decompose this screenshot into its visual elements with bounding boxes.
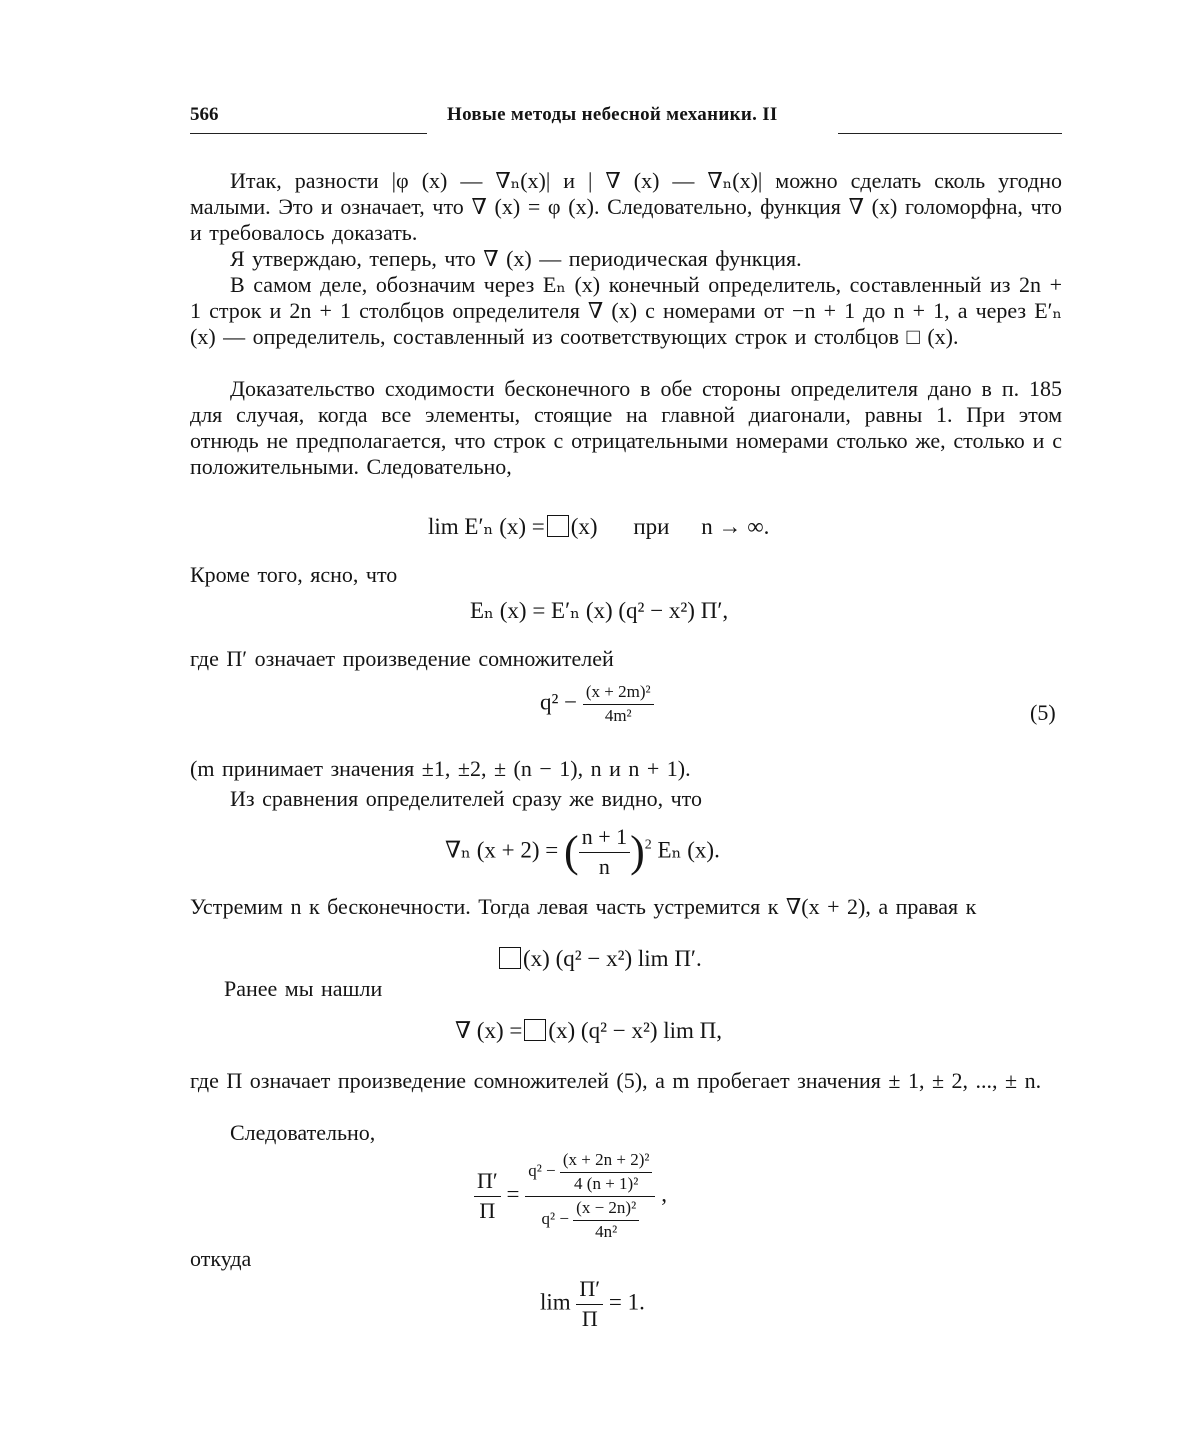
equation-shift [445,824,720,880]
paragraph-therefore: Следовательно, [230,1120,376,1145]
equation-en: Eₙ (x) = E′ₙ (x) (q² − x²) Π′, [470,598,729,623]
eq7-top-denominator: 4 (n + 1)² [574,1174,639,1193]
eq7-bot-numerator: (x − 2n)² [573,1198,639,1221]
eq4-exponent: 2 [644,837,652,853]
eq1-lim: lim E′ₙ (x) = [428,514,545,539]
eq1-rest: (x) [570,514,598,539]
eq8-lim: lim [540,1289,571,1315]
paragraph-convergence: Доказательство сходимости бесконечного в обе стороны определителя дано в п. 185 для случая, когда все элементы, стоящие на главной диагонали, равны 1. При этом отнюдь не предполагается, что строк с отрицательными номерами столько же, столько и с положительными. Следовательно, [190,376,1062,479]
right-paren: ) [630,827,645,876]
eq1-when: при [633,514,670,539]
paragraph-differences: Итак, разности |φ (x) — ∇ₙ(x)| и | ∇ (x) — ∇ₙ(x)| можно сделать сколь угодно малыми. Это и означает, что ∇ (x) = φ (x). Следовательно, функция ∇ (x) голоморфна, что и требовалось доказать. [190,168,1062,245]
paragraph-besides: Кроме того, ясно, что [190,562,398,587]
eq7-bot-denominator: 4n² [595,1222,618,1241]
eq4-lead: ∇ₙ (x + 2) = [445,837,559,863]
eq6-lead: ∇ (x) = [455,1018,523,1043]
eq5-text: (x) (q² − x²) lim Π′. [523,946,702,971]
eq7-top-lead: q² − [528,1160,556,1180]
paragraph-whence: откуда [190,1246,252,1271]
equation-number-5: (5) [1030,700,1056,725]
eq8-tail: = 1. [608,1289,645,1315]
eq7-top-fraction [560,1150,653,1194]
eq4-denominator: n [598,854,610,879]
eq7-lhs-numerator: Π′ [474,1168,501,1197]
eq8-numerator: Π′ [576,1276,603,1305]
eq7-top-numerator: (x + 2n + 2)² [560,1150,653,1173]
eq7-rhs-fraction [525,1150,655,1242]
equation-right-limit [497,946,702,972]
page-number: 566 [190,104,219,125]
equation-limit [428,514,769,540]
eq7-lhs-denominator: Π [479,1198,496,1223]
box-symbol [524,1019,546,1041]
paragraph-earlier: Ранее мы нашли [224,976,383,1001]
eq3-lead: q² − [540,689,578,715]
page-header [190,100,1062,140]
eq4-fraction [579,824,630,880]
box-symbol [499,947,521,969]
paragraph-pi: где Π означает произведение сомножителей (5), а m пробегает значения ± 1, ± 2, ..., ± n. [190,1068,1042,1093]
eq7-bot-lead: q² − [541,1208,569,1228]
left-paren: ( [564,827,579,876]
eq8-denominator: Π [581,1306,598,1331]
header-rule-left [190,133,427,134]
eq7-lhs-fraction [474,1168,501,1224]
eq3-numerator: (x + 2m)² [583,682,654,705]
equation-ratio [474,1150,667,1242]
eq4-numerator: n + 1 [579,824,630,853]
eq7-comma: , [661,1181,667,1207]
paragraph-product: где Π′ означает произведение сомножителей [190,646,614,671]
paragraph-claim: Я утверждаю, теперь, что ∇ (x) — периодическая функция. [230,246,802,271]
eq7-rhs-denominator [525,1197,655,1242]
eq7-rhs-numerator [525,1150,655,1197]
header-rule-right [838,133,1062,134]
equals-sign: = [506,1181,520,1207]
equation-factor [540,682,654,726]
equation-final-limit [540,1276,645,1332]
eq4-tail: Eₙ (x). [657,837,720,863]
eq3-fraction [583,682,654,726]
equation-earlier [455,1018,722,1044]
eq8-fraction [576,1276,603,1332]
eq1-cond: n → ∞. [701,514,770,539]
eq3-denominator: 4m² [604,706,632,725]
running-title: Новые методы небесной механики. II [447,104,778,125]
paragraph-comparison: Из сравнения определителей сразу же видно, что [230,786,703,811]
eq7-bot-fraction [573,1198,639,1242]
paragraph-m-values: (m принимает значения ±1, ±2, ± (n − 1), n и n + 1). [190,756,691,781]
eq6-tail: (x) (q² − x²) lim Π, [548,1018,723,1043]
box-symbol [547,515,569,537]
paragraph-definition: В самом деле, обозначим через Eₙ (x) конечный определитель, составленный из 2n + 1 строк и 2n + 1 столбцов определителя ∇ (x) с номерами от −n + 1 до n + 1, а через E′ₙ (x) — определитель, составленный из соответствующих строк и столбцов □ (x). [190,272,1062,349]
paragraph-infinity: Устремим n к бесконечности. Тогда левая часть устремится к ∇(x + 2), а правая к [190,894,977,919]
